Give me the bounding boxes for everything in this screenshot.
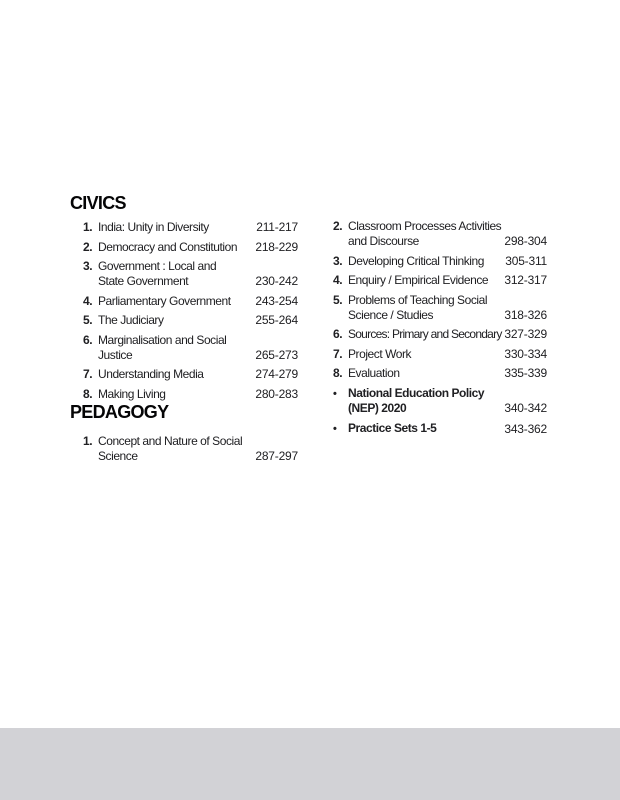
entry-pages: 335-339 (504, 366, 547, 380)
entry-pages: 305-311 (505, 253, 547, 268)
entry-title (98, 434, 255, 464)
entry-title-line: National Education Policy (348, 386, 485, 400)
entry-pages: 298-304 (504, 234, 547, 248)
entry-title-line: Classroom Processes Activities (348, 219, 502, 233)
entry-title-line: State Government (98, 274, 189, 288)
entry-pages: 274-279 (255, 367, 298, 381)
entry-title-line: Problems of Teaching Social (348, 292, 488, 307)
entry-title (348, 366, 504, 381)
entry-title (348, 273, 504, 288)
toc-entry-pedagogy-5 (333, 293, 547, 323)
toc-entry-pedagogy-1 (70, 434, 298, 464)
entry-title-line: Practice Sets 1-5 (348, 421, 437, 435)
bottom-gray-band (0, 728, 620, 800)
entry-pages: 243-254 (255, 293, 298, 308)
entry-title-line: and Discourse (348, 234, 419, 248)
entry-pages: 265-273 (255, 347, 298, 362)
entry-pages: 280-283 (255, 386, 298, 401)
entry-pages: 230-242 (255, 274, 298, 288)
toc-entry-civics-4 (70, 294, 298, 309)
entry-number: 5. (83, 313, 93, 327)
entry-number: 2. (83, 239, 93, 254)
toc-entry-civics-1 (70, 220, 298, 235)
bullet-icon: • (333, 423, 337, 435)
entry-title-line: (NEP) 2020 (348, 401, 407, 415)
entry-title-line: Government : Local and (98, 259, 217, 273)
entry-number: 2. (333, 219, 343, 233)
entry-number: 4. (333, 273, 343, 287)
toc-entry-pedagogy-6 (333, 327, 547, 342)
entry-number: 8. (333, 366, 343, 380)
entry-title (98, 367, 255, 382)
entry-number: 8. (83, 386, 93, 401)
entry-pages: 312-317 (504, 273, 547, 287)
entry-pages: 218-229 (255, 239, 298, 254)
toc-entry-civics-8 (70, 387, 298, 402)
entry-title (98, 220, 256, 235)
entry-title-line: Understanding Media (98, 367, 204, 381)
toc-entry-pedagogy-8 (333, 366, 547, 381)
entry-title (98, 333, 255, 363)
entry-pages: 343-362 (504, 422, 547, 436)
entry-title (348, 293, 504, 323)
entry-pages: 340-342 (504, 401, 547, 415)
entry-title (348, 327, 504, 342)
entry-title-line: Enquiry / Empirical Evidence (348, 273, 489, 287)
entry-pages: 327-329 (504, 327, 547, 341)
toc-entry-practice-sets (333, 421, 547, 437)
entry-title (98, 294, 255, 309)
toc-entry-pedagogy-7 (333, 347, 547, 362)
entry-number: 6. (333, 327, 343, 341)
entry-title-line: Developing Critical Thinking (348, 253, 484, 268)
entry-title (348, 347, 504, 362)
entry-title-line: The Judiciary (98, 313, 164, 327)
entry-title (348, 421, 504, 436)
entry-pages: 287-297 (255, 449, 298, 463)
entry-number: 7. (333, 346, 343, 361)
entry-title (98, 313, 255, 328)
entry-title-line: Project Work (348, 346, 412, 361)
entry-title-line: Marginalisation and Social (98, 332, 227, 347)
entry-title (98, 387, 255, 402)
entry-title-line: Parliamentary Government (98, 293, 231, 308)
toc-entry-nep-2020 (333, 386, 547, 416)
table-of-contents (70, 189, 547, 469)
entry-number: 5. (333, 292, 343, 307)
toc-entry-pedagogy-2 (333, 219, 547, 249)
entry-pages: 330-334 (504, 346, 547, 361)
toc-right-column (333, 189, 547, 469)
entry-title (348, 386, 504, 416)
entry-title-line: Democracy and Constitution (98, 239, 238, 254)
entry-title-line: Science (98, 449, 138, 463)
entry-number: 7. (83, 367, 93, 381)
entry-pages: 211-217 (256, 220, 298, 234)
entry-pages: 318-326 (504, 307, 547, 322)
toc-entry-pedagogy-4 (333, 273, 547, 288)
section-heading-pedagogy: PEDAGOGY (70, 402, 169, 422)
toc-entry-civics-5 (70, 313, 298, 328)
entry-number: 3. (333, 253, 343, 268)
toc-entry-civics-6 (70, 333, 298, 363)
entry-title-line: Justice (98, 347, 133, 362)
toc-entry-civics-7 (70, 367, 298, 382)
entry-title-line: Sources: Primary and Secondary (348, 327, 502, 341)
entry-title-line: Science / Studies (348, 307, 434, 322)
toc-entry-pedagogy-3 (333, 254, 547, 269)
entry-number: 6. (83, 332, 93, 347)
toc-left-column (70, 189, 298, 469)
entry-number: 4. (83, 293, 93, 308)
entry-title (98, 240, 255, 255)
bullet-icon: • (333, 388, 337, 400)
entry-title-line: Evaluation (348, 366, 400, 380)
section-heading-civics: CIVICS (70, 193, 126, 213)
toc-entry-civics-2 (70, 240, 298, 255)
entry-number: 1. (83, 434, 93, 448)
entry-number: 3. (83, 259, 93, 273)
entry-title-line: Concept and Nature of Social (98, 434, 243, 448)
entry-title-line: Making Living (98, 386, 166, 401)
entry-title-line: India: Unity in Diversity (98, 220, 209, 234)
entry-title (348, 254, 505, 269)
entry-title (348, 219, 504, 249)
entry-title (98, 259, 255, 289)
entry-number: 1. (83, 220, 93, 234)
toc-entry-civics-3 (70, 259, 298, 289)
entry-pages: 255-264 (255, 313, 298, 327)
